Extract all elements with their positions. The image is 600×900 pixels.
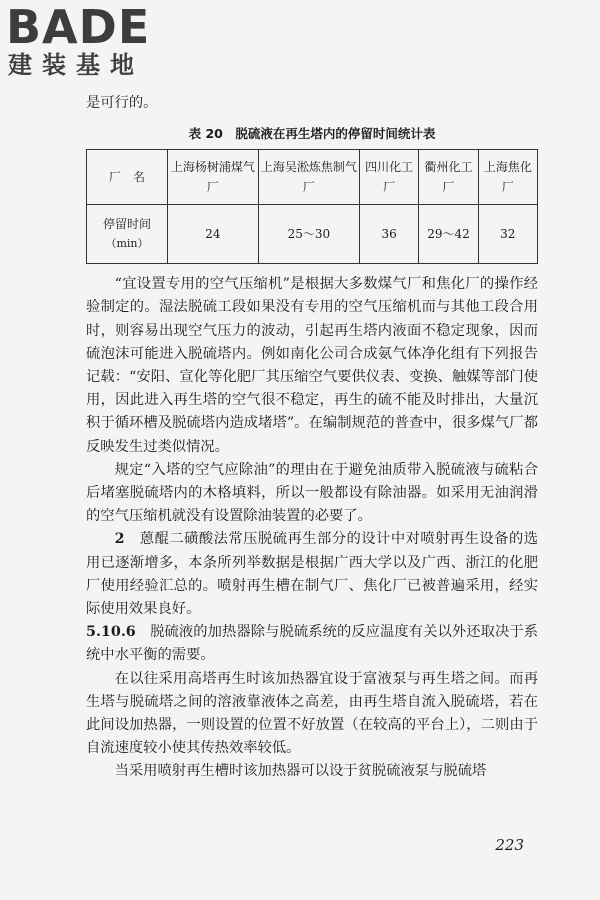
table-cell: 25～30: [258, 205, 359, 264]
header-label-cell: 厂 名: [87, 150, 168, 205]
bade-logo: [6, 0, 186, 80]
item-text: 蒽醌二磺酸法常压脱硫再生部分的设计中对喷射再生设备的选用已逐渐增多，本条所列举数据是根据广西大学以及广西、浙江的化肥厂使用经验汇总的。喷射再生槽在制气厂、焦化厂已被普遍采用，经实际使用效果良好。: [86, 531, 539, 618]
table-data-row: [87, 205, 538, 264]
page-body: [86, 92, 538, 784]
logo-subtitle: 建装基地: [8, 51, 144, 79]
table-cell: 32: [478, 205, 537, 264]
table-column-header: 上海吴淞炼焦制气厂: [258, 150, 359, 205]
row-unit: （min）: [105, 237, 149, 251]
table-cell: 24: [168, 205, 259, 264]
table-column-header: 上海焦化厂: [478, 150, 537, 205]
table-column-header: 衢州化工厂: [419, 150, 478, 205]
section-text: 脱硫液的加热器除与脱硫系统的反应温度有关以外还取决于系统中水平衡的需要。: [86, 624, 538, 664]
item-number: 2: [114, 531, 125, 548]
paragraph-heater-placement: 在以往采用高塔再生时该加热器宜设于富液泵与再生塔之间。而再生塔与脱硫塔之间的溶液靠液体之高差，由再生塔自流入脱硫塔，若在此间设加热器，一则设置的位置不好放置（在较高的平台上），二则由于自流速度较小使其传热效率较低。: [86, 670, 538, 757]
paragraph-item-2: [86, 528, 538, 621]
paragraph-oil-removal: 规定“入塔的空气应除油”的理由在于避免油质带入脱硫液与硫粘合后堵塞脱硫塔内的木格填料，所以一般都设有除油器。如采用无油润滑的空气压缩机就没有设置除油装置的必要了。: [86, 461, 538, 525]
section-number: 5.10.6: [86, 624, 136, 641]
table-caption: 表 20 脱硫液在再生塔内的停留时间统计表: [188, 126, 436, 142]
table-cell: 36: [359, 205, 418, 264]
section-5-10-6: [86, 621, 538, 667]
page-number: 223: [495, 836, 524, 854]
row-label-cell: [87, 205, 168, 264]
paragraph-jet-regeneration: 当采用喷射再生槽时该加热器可以设于贫脱硫液泵与脱硫塔: [114, 763, 487, 780]
table-column-header: 四川化工厂: [359, 150, 418, 205]
paragraph-air-compressor: “宜设置专用的空气压缩机”是根据大多数煤气厂和焦化厂的操作经验制定的。湿法脱硫工段如果没有专用的空气压缩机而与其他工段合用时，则容易出现空气压力的波动，引起再生塔内液面不稳定现象，因而硫泡沫可能进入脱硫塔内。例如南化公司合成氨气体净化组有下列报告记载：“安阳、宣化等化肥厂其压缩空气要供仪表、变换、触媒等部门使用，因此进入再生塔的空气很不稳定，再生的硫不能及时排出，大量沉积于循环槽及脱硫塔内造成堵塔”。在编制规范的普查中，很多煤气厂都反映发生过类似情况。: [86, 276, 538, 455]
retention-time-table: [86, 149, 538, 264]
logo-wordmark: BADE: [6, 0, 151, 54]
row-label: 停留时间: [102, 217, 151, 232]
intro-line: 是可行的。: [86, 95, 158, 111]
table-column-header: 上海杨树浦煤气厂: [168, 150, 259, 205]
table-cell: 29～42: [419, 205, 478, 264]
table-header-row: [87, 150, 538, 205]
